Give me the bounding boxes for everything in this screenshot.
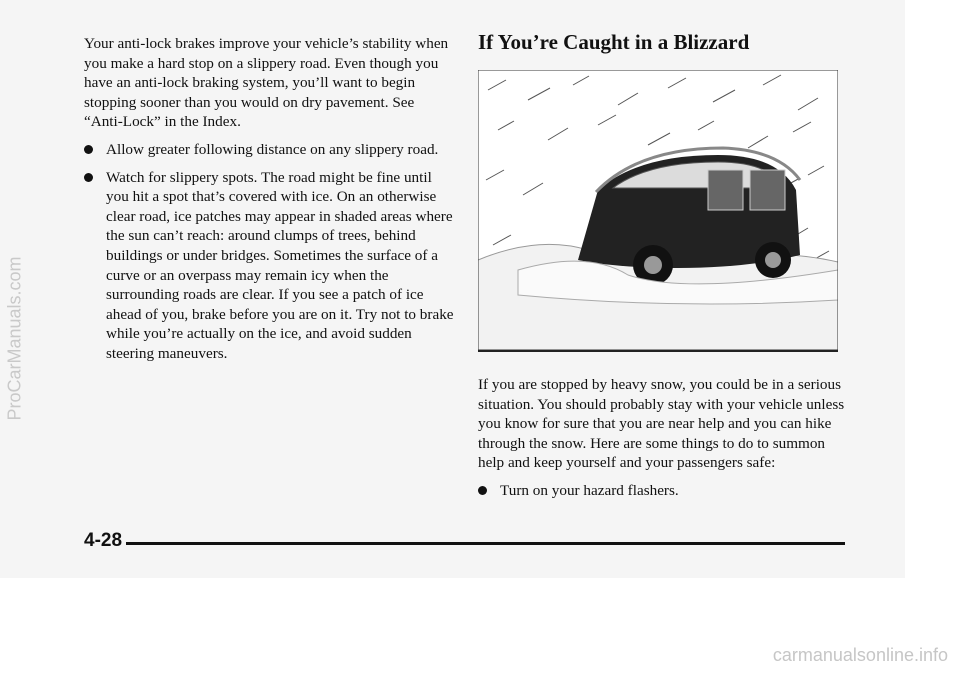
bullet-icon bbox=[84, 145, 93, 154]
right-column bbox=[478, 375, 850, 509]
footer-rule bbox=[126, 542, 845, 545]
right-bullet-list bbox=[478, 481, 850, 501]
site-link[interactable]: carmanualsonline.info bbox=[772, 645, 948, 665]
minivan-in-snow-illustration bbox=[478, 70, 838, 352]
blizzard-paragraph: If you are stopped by heavy snow, you could be in a serious situation. You should probably stay with your vehicle unless you know for sure that you are near help and you can hike through the snow. Here are some things to do to summon help and keep yourself and your passengers safe: bbox=[478, 376, 845, 472]
bullet-text: Watch for slippery spots. The road might be fine until you hit a spot that’s covered with ice. On an otherwise clear road, ice patches may appear in shaded areas where the sun can’t reach: around clumps of trees, behind buildings or under bridges. Sometimes the surface of a curve or an overpass may remain icy when the surrounding roads are clear. If you see a patch of ice ahead of you, brake before you are on it. Try not to brake while you’re actually on the ice, and avoid sudden steering maneuvers. bbox=[106, 168, 454, 362]
blizzard-illustration-svg bbox=[478, 70, 838, 350]
watermark bbox=[2, 0, 28, 676]
left-column bbox=[84, 34, 454, 372]
list-item bbox=[84, 140, 454, 160]
left-bullet-list bbox=[84, 140, 454, 364]
intro-paragraph: Your anti-lock brakes improve your vehicle’s stability when you make a hard stop on a slippery road. Even though you have an anti-lock braking system, you’ll want to begin stopping sooner than you would on dry pavement. See “Anti-Lock” in the Index. bbox=[84, 35, 449, 131]
section-title: If You’re Caught in a Blizzard bbox=[478, 30, 750, 54]
bullet-icon bbox=[84, 173, 93, 182]
bullet-text: Allow greater following distance on any slippery road. bbox=[106, 140, 439, 158]
list-item bbox=[478, 481, 850, 501]
list-item bbox=[84, 168, 454, 364]
page-number: 4-28 bbox=[84, 530, 123, 551]
bullet-icon bbox=[478, 486, 487, 495]
watermark-text: ProCarManuals.com bbox=[4, 255, 25, 421]
bullet-text: Turn on your hazard flashers. bbox=[500, 481, 679, 499]
